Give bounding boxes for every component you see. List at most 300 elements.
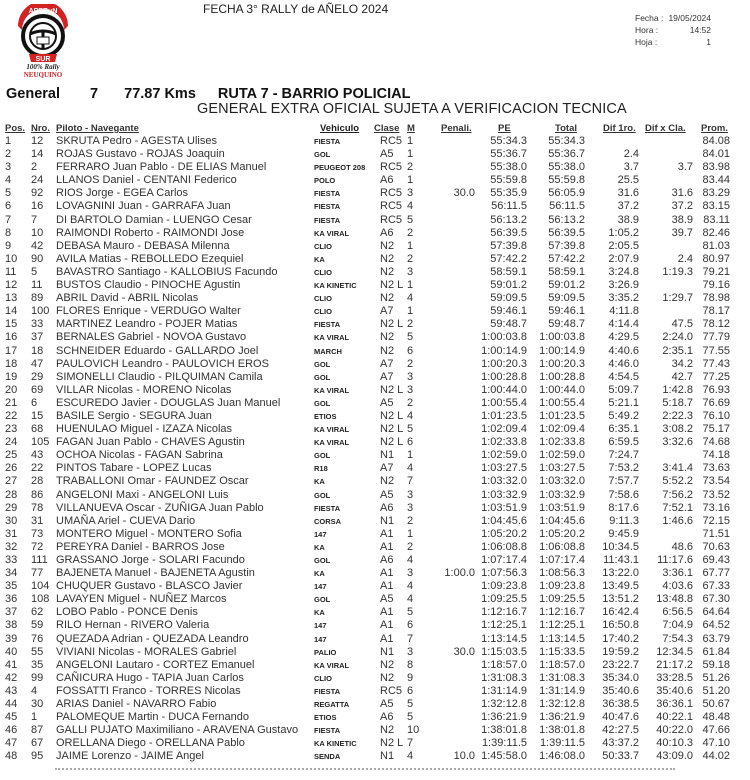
cell-nro: 4 <box>31 684 38 697</box>
cell-vehiculo: KA KINETIC <box>314 739 357 749</box>
cell-total: 1:02:59.0 <box>539 449 585 462</box>
cell-total: 1:46:08.0 <box>539 750 585 763</box>
cell-nro: 92 <box>31 187 44 200</box>
cell-clase: RC5 <box>380 187 403 200</box>
cell-dif1: 7:58.6 <box>608 488 639 501</box>
cell-prom: 63.79 <box>702 632 730 645</box>
cell-total: 1:02:33.8 <box>539 436 585 449</box>
cell-piloto: ANGELONI Maxi - ANGELONI Luis <box>56 488 229 501</box>
cell-piloto: QUEZADA Adrian - QUEZADA Leandro <box>56 632 249 645</box>
cell-pe: 1:00:03.8 <box>481 331 527 344</box>
cell-pos: 7 <box>5 213 12 226</box>
cell-nro: 55 <box>31 645 44 658</box>
cell-pos: 44 <box>5 698 18 711</box>
cell-piloto: GRASSANO Jorge - SOLARI Facundo <box>56 554 245 566</box>
cell-m: 7 <box>407 632 414 645</box>
cell-vehiculo: FIESTA <box>314 503 341 513</box>
cell-piloto: RIOS Jorge - EGEA Carlos <box>56 187 189 200</box>
fecha-row <box>635 12 711 24</box>
cell-m: 2 <box>407 226 414 239</box>
cell-prom: 67.33 <box>702 580 730 593</box>
cell-difcla: 33:28.5 <box>656 671 693 684</box>
table-row <box>0 331 750 344</box>
cell-nro: 37 <box>31 331 44 344</box>
cell-dif1: 3.7 <box>623 161 639 174</box>
cell-pe: 58:59.1 <box>490 265 527 278</box>
cell-total: 59:09.5 <box>548 292 585 305</box>
table-row <box>0 750 750 763</box>
cell-clase: A7 <box>380 305 394 318</box>
cell-nro: 105 <box>31 436 50 449</box>
cell-prom: 74.68 <box>702 436 730 449</box>
cell-dif1: 7:57.7 <box>608 475 639 488</box>
cell-nro: 99 <box>31 671 44 684</box>
cell-piloto: OCHOA Nicolas - FAGAN Sabrina <box>56 449 223 462</box>
cell-nro: 87 <box>31 724 44 737</box>
cell-total: 1:00:20.3 <box>539 357 585 370</box>
cell-pos: 36 <box>5 593 18 606</box>
cell-pos: 31 <box>5 527 18 540</box>
cell-clase: N2 <box>380 331 395 344</box>
cell-difcla: 7:04.9 <box>662 619 693 632</box>
cell-vehiculo: 147 <box>314 529 327 539</box>
cell-piloto: ARIAS Daniel - NAVARRO Fabio <box>56 698 217 711</box>
cell-m: 3 <box>407 187 414 200</box>
cell-m: 4 <box>407 462 414 475</box>
cell-piloto: FOSSATTI Franco - TORRES Nicolas <box>56 684 241 697</box>
fecha-value: 19/05/2024 <box>668 13 711 23</box>
cell-prom: 50.67 <box>702 698 730 711</box>
cell-dif1: 4:29.5 <box>608 331 639 344</box>
cell-clase: A5 <box>380 148 394 161</box>
table-row <box>0 384 750 397</box>
table-row <box>0 659 750 672</box>
cell-piloto: DEBASA Mauro - DEBASA Milenna <box>56 239 230 252</box>
cell-difcla: 31.6 <box>671 187 693 200</box>
cell-pos: 16 <box>5 331 18 344</box>
table-row <box>0 567 750 580</box>
cell-difcla: 21:17.2 <box>656 658 693 671</box>
cell-pos: 29 <box>5 501 18 514</box>
table-row <box>0 358 750 371</box>
cell-m: 3 <box>407 488 414 501</box>
table-row <box>0 502 750 515</box>
cell-clase: A1 <box>380 580 394 593</box>
cell-pos: 23 <box>5 423 18 436</box>
svg-text:SUR: SUR <box>35 56 51 63</box>
cell-vehiculo: SENDA <box>314 752 341 762</box>
svg-text:NEUQUINO: NEUQUINO <box>23 71 63 78</box>
cell-dif1: 13:49.5 <box>602 580 639 593</box>
cell-clase: N2 <box>380 239 395 252</box>
cell-pos: 20 <box>5 383 18 396</box>
cell-dif1: 8:17.6 <box>608 501 639 514</box>
cell-pe: 1:13:14.5 <box>481 632 527 645</box>
cell-prom: 77.55 <box>702 344 730 357</box>
table-row <box>0 449 750 462</box>
cell-vehiculo: FIESTA <box>314 137 341 146</box>
cell-clase: N2 L <box>380 279 404 292</box>
cell-pos: 43 <box>5 684 18 697</box>
cell-clase: N2 <box>380 292 395 305</box>
cell-clase: RC5 <box>380 213 403 226</box>
cell-dif1: 19:59.2 <box>602 645 639 658</box>
cell-m: 3 <box>407 383 414 396</box>
cell-vehiculo: R18 <box>314 464 328 474</box>
cell-total: 1:06:08.8 <box>539 540 585 553</box>
cell-vehiculo: FIESTA <box>314 202 341 212</box>
cell-vehiculo: KA VIRAL <box>314 438 350 448</box>
cell-vehiculo: ETIOS <box>314 411 337 421</box>
cell-total: 1:31:14.9 <box>539 684 585 697</box>
cell-difcla: 40:22.0 <box>656 724 693 737</box>
col-vehiculo: Vehiculo <box>320 123 360 134</box>
cell-total: 55:38.0 <box>548 161 585 174</box>
cell-prom: 64.64 <box>702 606 730 619</box>
cell-total: 1:00:55.4 <box>539 396 585 409</box>
cell-pos: 25 <box>5 449 18 462</box>
table-row <box>0 266 750 279</box>
table-row <box>0 161 750 174</box>
cell-nro: 86 <box>31 488 44 501</box>
cell-m: 4 <box>407 292 414 305</box>
cell-difcla: 3:41.4 <box>662 462 693 475</box>
cell-dif1: 9:11.3 <box>609 514 639 527</box>
cell-prom: 84.01 <box>702 148 730 161</box>
cell-pos: 4 <box>5 174 12 187</box>
cell-clase: A7 <box>380 462 394 475</box>
cell-total: 59:01.2 <box>548 279 585 292</box>
cell-pos: 2 <box>5 148 12 161</box>
cell-piloto: CAÑICURA Hugo - TAPIA Juan Carlos <box>56 671 244 684</box>
cell-nro: 12 <box>31 135 44 147</box>
cell-prom: 44.02 <box>702 750 730 763</box>
hoja-value: 1 <box>706 37 711 47</box>
cell-piloto: ORELLANA Diego - ORELLANA Pablo <box>56 737 245 750</box>
cell-m: 8 <box>407 658 414 671</box>
cell-vehiculo: KA <box>314 477 325 487</box>
cell-dif1: 23:22.7 <box>602 658 639 671</box>
cell-pe: 55:59.8 <box>490 174 527 187</box>
cell-difcla: 3:36.1 <box>662 567 693 580</box>
cell-nro: 24 <box>31 174 44 187</box>
cell-pos: 5 <box>5 187 12 200</box>
cell-total: 58:59.1 <box>548 265 585 278</box>
stage-number: 7 <box>90 86 99 102</box>
cell-dif1: 3:24.8 <box>608 265 639 278</box>
cell-difcla: 2:22.3 <box>662 409 693 422</box>
cell-difcla: 1:46.6 <box>662 514 693 527</box>
cell-clase: A1 <box>380 567 394 580</box>
cell-piloto: LLANOS Daniel - CENTANI Federico <box>56 174 237 187</box>
cell-piloto: LOVAGNINI Juan - GARRAFA Juan <box>56 200 231 213</box>
cell-pos: 40 <box>5 645 18 658</box>
cell-vehiculo: GOL <box>314 595 331 605</box>
cell-piloto: PINTOS Tabare - LOPEZ Lucas <box>56 462 212 475</box>
cell-pos: 32 <box>5 540 18 553</box>
cell-clase: N2 <box>380 265 395 278</box>
cell-clase: A1 <box>380 540 394 553</box>
cell-total: 1:03:27.5 <box>539 462 585 475</box>
cell-pe: 1:09:23.8 <box>481 580 527 593</box>
report-subtitle: GENERAL EXTRA OFICIAL SUJETA A VERIFICACION TECNICA <box>197 101 627 117</box>
cell-difcla: 39.7 <box>671 226 693 239</box>
col-pos: Pos. <box>5 123 26 134</box>
cell-dif1: 42:27.5 <box>602 724 639 737</box>
cell-prom: 80.97 <box>702 252 730 265</box>
table-row <box>0 148 750 161</box>
cell-pe: 1:02:59.0 <box>481 449 527 462</box>
table-row <box>0 724 750 737</box>
fecha-label: Fecha : <box>635 13 664 23</box>
cell-prom: 70.63 <box>702 540 730 553</box>
cell-vehiculo: GOL <box>314 490 331 500</box>
cell-clase: N1 <box>380 750 395 763</box>
cell-dif1: 31.6 <box>617 187 639 200</box>
cell-m: 1 <box>407 174 414 187</box>
cell-piloto: MONTERO Miguel - MONTERO Sofia <box>56 527 242 540</box>
cell-dif1: 40:47.6 <box>602 711 639 724</box>
cell-dif1: 9:45.9 <box>608 527 639 540</box>
cell-piloto: VILLANUEVA Oscar - ZUÑIGA Juan Pablo <box>56 501 264 514</box>
cell-prom: 75.17 <box>702 423 730 436</box>
col-pe: PE <box>498 123 511 134</box>
cell-dif1: 38.9 <box>617 213 639 226</box>
cell-total: 55:36.7 <box>548 148 585 161</box>
cell-nro: 90 <box>31 252 44 265</box>
cell-clase: A5 <box>380 488 394 501</box>
table-row <box>0 423 750 436</box>
cell-total: 57:39.8 <box>548 239 585 252</box>
cell-difcla: 2:35.1 <box>662 344 693 357</box>
cell-piloto: DI BARTOLO Damian - LUENGO Cesar <box>56 213 252 226</box>
cell-m: 1 <box>407 135 414 147</box>
cell-penali: 30.0 <box>453 645 475 658</box>
cell-pos: 13 <box>5 292 18 305</box>
cell-piloto: UMAÑA Ariel - CUEVA Dario <box>56 514 196 527</box>
cell-pe: 55:34.3 <box>490 135 527 147</box>
cell-m: 5 <box>407 698 414 711</box>
cell-vehiculo: FIESTA <box>314 189 341 199</box>
col-penali: Penali. <box>441 123 472 134</box>
cell-pe: 1:00:28.8 <box>481 370 527 383</box>
cell-total: 1:00:03.8 <box>539 331 585 344</box>
cell-total: 1:07:17.4 <box>539 554 585 566</box>
cell-total: 1:09:25.5 <box>539 593 585 606</box>
cell-prom: 47.66 <box>702 724 730 737</box>
table-row <box>0 227 750 240</box>
cell-dif1: 5:09.7 <box>608 383 639 396</box>
cell-nro: 15 <box>31 409 44 422</box>
cell-piloto: VIVIANI Nicolas - MORALES Gabriel <box>56 645 237 658</box>
cell-prom: 77.25 <box>702 370 730 383</box>
cell-pos: 22 <box>5 409 18 422</box>
cell-pos: 11 <box>5 265 17 278</box>
cell-prom: 47.10 <box>702 737 730 750</box>
cell-pe: 56:13.2 <box>490 213 527 226</box>
table-row <box>0 410 750 423</box>
cell-pe: 1:12:16.7 <box>481 606 527 619</box>
cell-nro: 16 <box>31 200 44 213</box>
cell-difcla: 2:24.0 <box>662 331 693 344</box>
cell-pe: 1:05:20.2 <box>481 527 527 540</box>
cell-m: 2 <box>407 540 414 553</box>
cell-prom: 71.51 <box>702 527 730 540</box>
cell-difcla: 48.6 <box>671 540 693 553</box>
cell-pos: 37 <box>5 606 18 619</box>
cell-prom: 67.30 <box>702 593 730 606</box>
cell-difcla: 36:36.1 <box>656 698 693 711</box>
cell-clase: A1 <box>380 606 394 619</box>
cell-pe: 59:01.2 <box>490 279 527 292</box>
cell-pe: 1:03:32.9 <box>481 488 527 501</box>
cell-piloto: BUSTOS Claudio - PINOCHE Agustin <box>56 279 241 292</box>
cell-prom: 83.98 <box>702 161 730 174</box>
cell-pe: 1:02:09.4 <box>481 423 527 436</box>
cell-total: 56:13.2 <box>548 213 585 226</box>
cell-pos: 3 <box>5 161 12 174</box>
cell-vehiculo: CLIO <box>314 294 332 304</box>
cell-pos: 17 <box>5 344 18 357</box>
cell-difcla: 7:54.3 <box>662 632 693 645</box>
cell-nro: 29 <box>31 370 44 383</box>
table-row <box>0 371 750 384</box>
cell-difcla: 3:08.2 <box>662 423 693 436</box>
svg-text:APPRuN: APPRuN <box>28 8 58 15</box>
cell-vehiculo: KA <box>314 569 325 579</box>
cell-total: 1:03:32.9 <box>539 488 585 501</box>
cell-m: 1 <box>407 527 414 540</box>
cell-prom: 74.18 <box>702 449 730 462</box>
cell-pe: 57:42.2 <box>490 252 527 265</box>
cell-vehiculo: KA VIRAL <box>314 228 350 238</box>
stage-distance: 77.87 Kms <box>124 86 196 102</box>
hoja-row <box>635 36 711 48</box>
cell-m: 2 <box>407 514 414 527</box>
cell-prom: 64.52 <box>702 619 730 632</box>
cell-prom: 72.15 <box>702 514 730 527</box>
cell-pos: 8 <box>5 226 12 239</box>
cell-clase: N2 L <box>380 436 404 449</box>
cell-prom: 79.16 <box>702 279 730 292</box>
cell-piloto: MARTINEZ Leandro - POJER Matias <box>56 318 238 331</box>
cell-m: 3 <box>407 370 414 383</box>
cell-piloto: FLORES Enrique - VERDUGO Walter <box>56 305 241 318</box>
table-row <box>0 554 750 567</box>
cell-prom: 83.11 <box>703 213 730 226</box>
table-row <box>0 737 750 750</box>
cell-vehiculo: KA VIRAL <box>314 425 350 435</box>
cell-pos: 45 <box>5 711 18 724</box>
cell-difcla: 38.9 <box>671 213 693 226</box>
cell-pos: 12 <box>5 279 18 292</box>
cell-clase: N2 <box>380 658 395 671</box>
cell-m: 7 <box>407 737 414 750</box>
svg-text:100% Rally: 100% Rally <box>26 63 60 71</box>
cell-pe: 1:31:08.3 <box>481 671 527 684</box>
cell-nro: 31 <box>31 514 44 527</box>
cell-dif1: 2:07.9 <box>608 252 639 265</box>
cell-vehiculo: ETIOS <box>314 713 337 723</box>
cell-difcla: 1:19.3 <box>662 265 693 278</box>
cell-total: 1:12:16.7 <box>539 606 585 619</box>
col-prom: Prom. <box>701 123 728 134</box>
cell-piloto: BAJENETA Manuel - BAJENETA Agustin <box>56 567 255 580</box>
cell-piloto: PALOMEQUE Martin - DUCA Fernando <box>56 711 249 724</box>
cell-clase: N2 L <box>380 423 404 436</box>
cell-dif1: 43:37.2 <box>602 737 639 750</box>
cell-clase: A1 <box>380 632 394 645</box>
col-m: M <box>407 123 415 134</box>
cell-pos: 30 <box>5 514 18 527</box>
table-row <box>0 606 750 619</box>
cell-m: 4 <box>407 580 414 593</box>
table-header <box>0 122 750 135</box>
cell-nro: 22 <box>31 462 44 475</box>
cell-difcla: 42.7 <box>671 370 693 383</box>
cell-vehiculo: GOL <box>314 359 331 369</box>
cell-difcla: 11:17.6 <box>657 554 693 566</box>
cell-prom: 81.03 <box>702 239 730 252</box>
cell-pe: 55:36.7 <box>490 148 527 161</box>
cell-m: 4 <box>407 750 414 763</box>
cell-dif1: 4:14.4 <box>608 318 639 331</box>
cell-piloto: JAIME Lorenzo - JAIME Angel <box>56 750 204 763</box>
cell-pe: 1:04:45.6 <box>481 514 527 527</box>
cell-clase: A5 <box>380 698 394 711</box>
hora-row <box>635 24 711 36</box>
table-row <box>0 541 750 554</box>
cell-nro: 7 <box>31 213 38 226</box>
cell-vehiculo: KA VIRAL <box>314 660 350 670</box>
cell-nro: 5 <box>31 265 38 278</box>
results-table <box>0 122 750 764</box>
cell-pe: 1:09:25.5 <box>481 593 527 606</box>
table-row <box>0 462 750 475</box>
cell-prom: 83.29 <box>702 187 730 200</box>
cell-difcla: 5:52.2 <box>662 475 693 488</box>
cell-pe: 59:09.5 <box>490 292 527 305</box>
cell-m: 4 <box>407 200 414 213</box>
cell-prom: 77.79 <box>702 331 730 344</box>
cell-pos: 47 <box>5 737 18 750</box>
cell-total: 1:39:11.5 <box>539 737 585 750</box>
cell-m: 5 <box>407 331 414 344</box>
cell-vehiculo: KA <box>314 254 325 264</box>
cell-dif1: 50:33.7 <box>602 750 639 763</box>
cell-total: 1:13:14.5 <box>539 632 585 645</box>
cell-nro: 73 <box>31 527 44 540</box>
cell-clase: A6 <box>380 501 394 514</box>
cell-dif1: 6:35.1 <box>608 423 639 436</box>
cell-pos: 38 <box>5 619 18 632</box>
cell-total: 1:05:20.2 <box>539 527 585 540</box>
cell-pe: 1:03:27.5 <box>481 462 527 475</box>
cell-prom: 78.17 <box>702 305 730 318</box>
cell-difcla: 35:40.6 <box>656 684 693 697</box>
col-piloto: Piloto - Navegante <box>56 123 139 134</box>
cell-m: 3 <box>407 501 414 514</box>
table-row <box>0 475 750 488</box>
cell-difcla: 40:10.3 <box>656 737 693 750</box>
table-row <box>0 528 750 541</box>
cell-total: 59:48.7 <box>548 318 585 331</box>
cell-dif1: 4:46.0 <box>608 357 639 370</box>
cell-vehiculo: PALIO <box>314 647 337 657</box>
cell-pe: 1:15:03.5 <box>481 645 527 658</box>
table-row <box>0 633 750 646</box>
cell-dif1: 3:35.2 <box>608 292 639 305</box>
